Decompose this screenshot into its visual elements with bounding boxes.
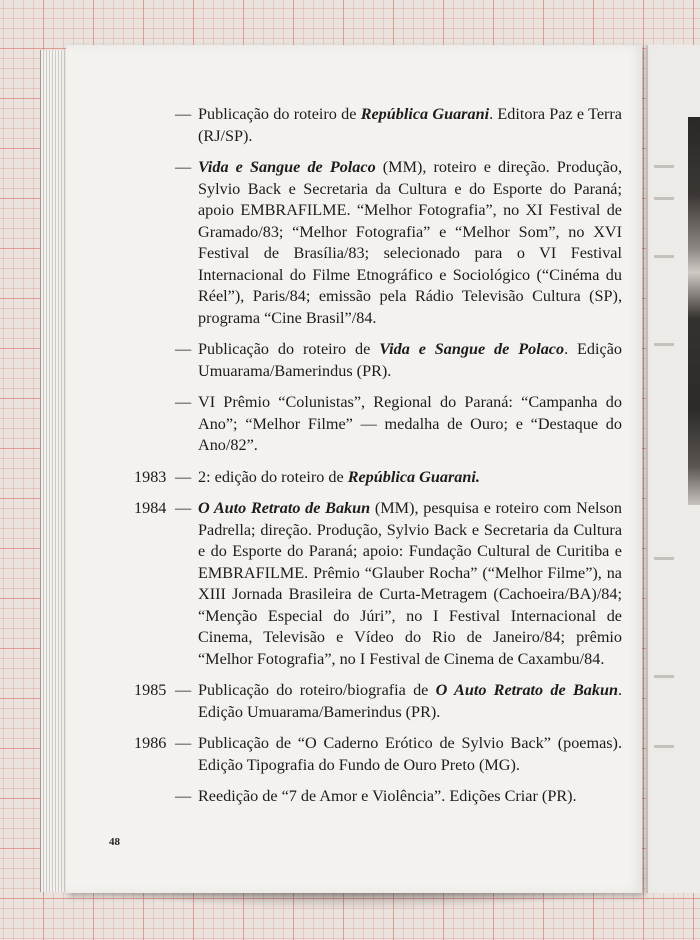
page-number: 48 <box>109 836 120 848</box>
chronology-entry <box>106 498 622 670</box>
chronology-entry <box>106 786 622 808</box>
entry-dash: — <box>175 467 192 486</box>
entry-text <box>198 733 622 776</box>
entry-text-fragment: Publicação do roteiro/biografia de <box>198 681 436 699</box>
bleed-through-line <box>654 165 674 168</box>
entry-text <box>198 157 622 329</box>
entry-text <box>198 339 622 382</box>
entry-dash: — <box>175 393 192 411</box>
work-title: Vida e Sangue de Polaco <box>379 340 565 358</box>
entry-text-fragment: VI Prêmio “Colunistas”, Regional do Paraná: “Campanha do Ano”; “Melhor Filme” — medalha de Ouro; e “Destaque do Ano/82”. <box>198 393 622 454</box>
work-title: República Guarani <box>360 105 490 123</box>
chronology-entry <box>106 339 622 382</box>
work-title: O Auto Retrato de Bakun <box>435 681 618 699</box>
entry-text <box>198 392 622 457</box>
entry-text <box>198 786 622 808</box>
entry-dash: — <box>175 734 192 752</box>
entry-dash: — <box>175 105 192 123</box>
chronology-entry <box>106 680 622 723</box>
chronology-entry <box>106 467 622 489</box>
entry-year: 1983 <box>134 467 167 486</box>
entry-text <box>198 498 622 670</box>
entry-text-fragment: 2: edição do roteiro de <box>198 467 348 486</box>
entry-dash: — <box>175 499 192 517</box>
work-title: O Auto Retrato de Bakun <box>198 499 371 517</box>
entry-year: 1984 <box>134 499 167 517</box>
entry-text-fragment: (MM), pesquisa e roteiro com Nelson Padrella; direção. Produção, Sylvio Back e Secretaria da Cultura e do Esporte do Paraná; apoio: Fundação Cultural de Curitiba e EMBRAFILME. Prêmio “Glauber Rocha” (“Melhor Filme”), na XIII Jornada Brasileira de Curta-Metragem (Cachoeira/BA)/84; “Menção Especial do Júri”, no I Festival Internacional de Cinema, Televisão e Vídeo do Rio de Janeiro/84; prêmio “Melhor Fotografia”, no I Festival de Cinema de Caxambu/84. <box>198 499 622 668</box>
facing-page <box>646 45 700 893</box>
entry-text-fragment: Publicação do roteiro de <box>198 105 361 123</box>
entry-text-fragment: Reedição de “7 de Amor e Violência”. Edições Criar (PR). <box>198 787 577 805</box>
bleed-through-line <box>654 255 674 258</box>
photo-edge <box>688 117 700 505</box>
bleed-through-line <box>654 197 674 200</box>
entry-dash: — <box>175 158 192 176</box>
entry-text-fragment: Publicação do roteiro de <box>198 340 380 358</box>
bleed-through-line <box>654 557 674 560</box>
entry-dash: — <box>175 681 192 699</box>
entry-text-fragment: . Edição Umuarama/Bamerindus (PR). <box>198 340 622 380</box>
bleed-through-line <box>654 675 674 678</box>
entry-text-fragment: Publicação de “O Caderno Erótico de Sylvio Back” (poemas). Edição Tipografia do Fundo de Ouro Preto (MG). <box>198 734 622 774</box>
work-title: República Guarani. <box>347 467 480 486</box>
entry-text <box>198 467 622 489</box>
entry-text-fragment: . Edição Umuarama/Bamerindus (PR). <box>198 681 623 721</box>
chronology-entry <box>106 733 622 776</box>
entry-year: 1986 <box>134 734 167 752</box>
entry-text-fragment: (MM), roteiro e direção. Produção, Sylvio Back e Secretaria da Cultura e do Esporte do Paraná; apoio EMBRAFILME. “Melhor Fotografia”, no XI Festival de Gramado/83; “Melhor Fotografia” e “Melhor Som”, no XVI Festival de Brasília/83; selecionado para o VI Festival Internacional do Filme Etnográfico e Sociológico (“Cinéma du Réel”), Paris/84; emissão pela Rádio Televisão Cultura (SP), programa “Cine Brasil”/84. <box>198 158 622 327</box>
chronology-entry <box>106 157 622 329</box>
work-title: Vida e Sangue de Polaco <box>198 158 376 176</box>
entry-dash: — <box>175 787 192 805</box>
entry-text <box>198 104 622 147</box>
entry-text-fragment: . Editora Paz e Terra (RJ/SP). <box>198 105 622 145</box>
entry-dash: — <box>175 340 192 358</box>
entry-year: 1985 <box>134 681 167 699</box>
chronology-entry <box>106 392 622 457</box>
bleed-through-line <box>654 745 674 748</box>
bleed-through-line <box>654 343 674 346</box>
entry-text <box>198 680 622 723</box>
chronology-entry <box>106 104 622 147</box>
chronology-list <box>106 104 622 818</box>
